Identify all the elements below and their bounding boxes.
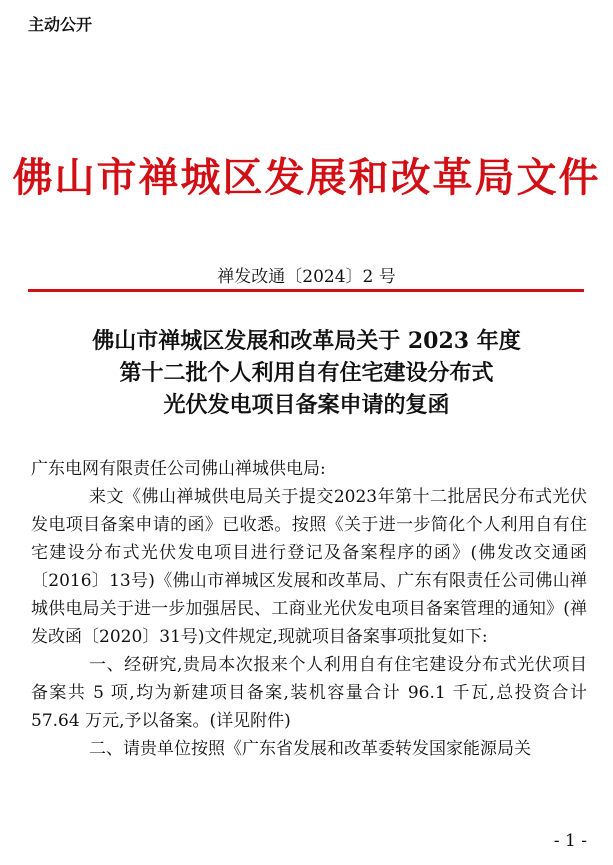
title-line: 光伏发电项目备案申请的复函 [163,392,450,418]
title-line: 第十二批个人利用自有住宅建设分布式 [119,360,494,386]
page-number: - 1 - [553,831,587,851]
body-paragraph: 二、请贵单位按照《广东省发展和改革委转发国家能源局关 [89,739,531,759]
title-line: 佛山市禅城区发展和改革局关于 2023 年度 [92,328,521,354]
document-number: 禅发改通〔2024〕2 号 [217,267,396,287]
document-body [31,455,587,763]
salutation: 广东电网有限责任公司佛山禅城供电局: [31,459,326,479]
body-paragraph: 来文《佛山禅城供电局关于提交2023年第十二批居民分布式光伏发电项目备案申请的函》已收悉。按照《关于进一步简化个人利用自有住宅建设分布式光伏发电项目进行登记及备案程序的函》(佛发改交通函〔2016〕13号)《佛山市禅城区发展和改革局、广东有限责任公司佛山禅城供电局关于进一步加强居民、工商业光伏发电项目备案管理的通知》(禅发改函〔2020〕31号)文件规定,现就项目备案事项批复如下: [31,487,587,647]
document-title [0,325,613,421]
disclosure-label: 主动公开 [28,15,93,34]
red-divider [28,289,584,292]
body-paragraph: 一、经研究,贵局本次报来个人利用自有住宅建设分布式光伏项目备案共 5 项,均为新建项目备案,装机容量合计 96.1 千瓦,总投资合计 57.64 万元,予以备案。(详见附件) [31,655,587,731]
document-masthead: 佛山市禅城区发展和改革局文件 [12,155,601,201]
